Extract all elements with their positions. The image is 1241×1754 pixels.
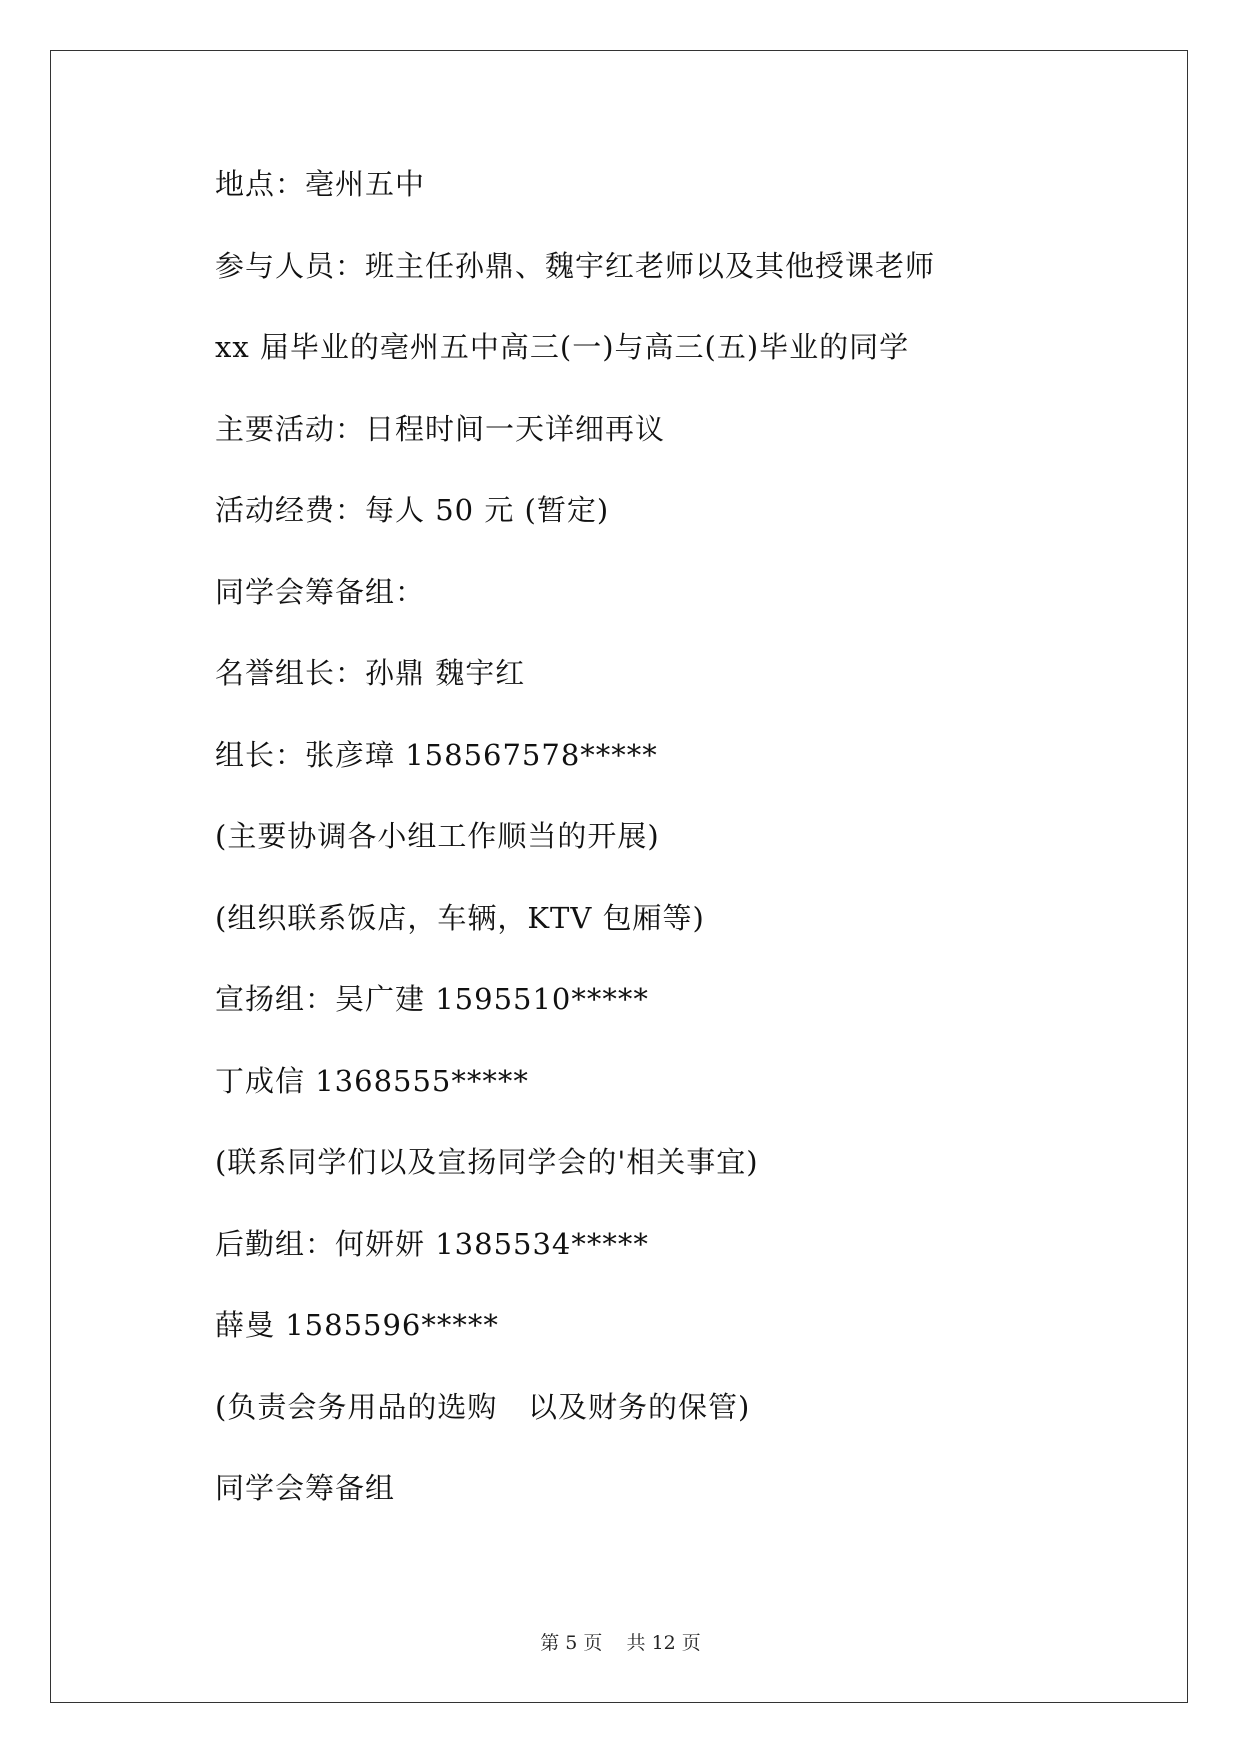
text-line-location: 地点：亳州五中: [215, 167, 426, 201]
text-line-committee-heading: 同学会筹备组：: [215, 574, 426, 609]
text-line-leader-duty-2: (组织联系饭店，车辆，KTV 包厢等): [215, 900, 705, 935]
text-line-classmates: xx 届毕业的亳州五中高三(一)与高三(五)毕业的同学: [215, 330, 910, 364]
text-line-honorary-leaders: 名誉组长：孙鼎 魏宇红: [215, 656, 526, 690]
page-number-footer: 第 5 页 共 12 页: [540, 1632, 701, 1654]
text-line-logistics-member: 薛曼 1585596*****: [215, 1308, 499, 1342]
text-line-main-activity: 主要活动：日程时间一天详细再议: [215, 411, 666, 446]
text-line-logistics-group: 后勤组：何妍妍 1385534*****: [215, 1226, 649, 1261]
text-line-signature: 同学会筹备组: [215, 1471, 396, 1505]
text-line-leader: 组长：张彦璋 158567578*****: [215, 737, 658, 772]
text-line-publicity-duty: (联系同学们以及宣扬同学会的'相关事宜): [215, 1145, 759, 1179]
text-line-participants: 参与人员：班主任孙鼎、魏宇红老师以及其他授课老师: [215, 248, 936, 283]
document-body: [215, 166, 1115, 1552]
text-line-publicity-member: 丁成信 1368555*****: [215, 1063, 529, 1098]
text-line-leader-duty: (主要协调各小组工作顺当的开展): [215, 819, 660, 853]
text-line-publicity-group: 宣扬组：吴广建 1595510*****: [215, 982, 649, 1016]
text-line-logistics-duty: (负责会务用品的选购 以及财务的保管): [215, 1389, 751, 1424]
text-line-fee: 活动经费：每人 50 元 (暂定): [215, 493, 610, 527]
